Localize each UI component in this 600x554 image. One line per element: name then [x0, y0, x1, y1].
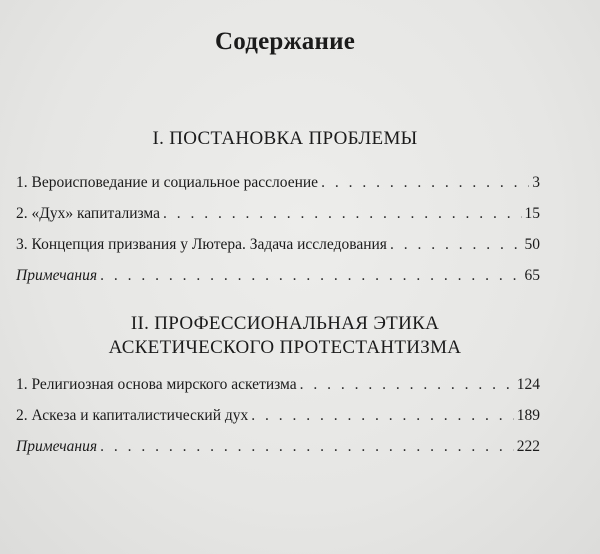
toc-entry-label: 2. Аскеза и капиталистический дух — [16, 407, 249, 424]
section-heading-1 — [0, 127, 570, 151]
toc-entry[interactable] — [16, 407, 540, 438]
dot-leader — [321, 174, 529, 192]
toc-entry-label: 3. Концепция призвания у Лютера. Задача исследования — [16, 236, 387, 253]
toc-entry-label: 1. Религиозная основа мирского аскетизма — [16, 376, 297, 393]
toc-entry-notes[interactable] — [16, 438, 540, 469]
page-title: Содержание — [214, 28, 355, 55]
toc-entry-page: 189 — [516, 407, 540, 424]
section-heading-line: II. ПРОФЕССИОНАЛЬНАЯ ЭТИКА — [130, 313, 440, 334]
toc-list-section-2 — [16, 376, 540, 469]
toc-entry-page: 50 — [524, 236, 540, 253]
dot-leader — [100, 267, 521, 285]
section-heading-line: АСКЕТИЧЕСКОГО ПРОТЕСТАНТИЗМА — [108, 337, 462, 358]
toc-entry-label: Примечания — [16, 267, 98, 284]
toc-entry-label: Примечания — [16, 438, 98, 455]
dot-leader — [300, 376, 514, 394]
toc-entry-label: 1. Вероисповедание и социальное расслоение — [16, 174, 319, 191]
dot-leader — [100, 438, 514, 456]
toc-entry-page: 124 — [516, 376, 540, 393]
dot-leader — [390, 236, 522, 254]
toc-entry-notes[interactable] — [16, 267, 540, 298]
section-heading-line: I. ПОСТАНОВКА ПРОБЛЕМЫ — [152, 128, 418, 149]
dot-leader — [251, 407, 513, 425]
toc-entry-page: 3 — [532, 174, 540, 191]
toc-entry[interactable] — [16, 376, 540, 407]
toc-entry[interactable] — [16, 205, 540, 236]
toc-entry-label: 2. «Дух» капитализма — [16, 205, 161, 222]
toc-list-section-1 — [16, 174, 540, 298]
toc-entry-page: 15 — [524, 205, 540, 222]
toc-entry[interactable] — [16, 174, 540, 205]
toc-entry-page: 222 — [516, 438, 540, 455]
toc-entry[interactable] — [16, 236, 540, 267]
toc-entry-page: 65 — [524, 267, 540, 284]
section-heading-2 — [0, 312, 570, 360]
dot-leader — [163, 205, 521, 223]
